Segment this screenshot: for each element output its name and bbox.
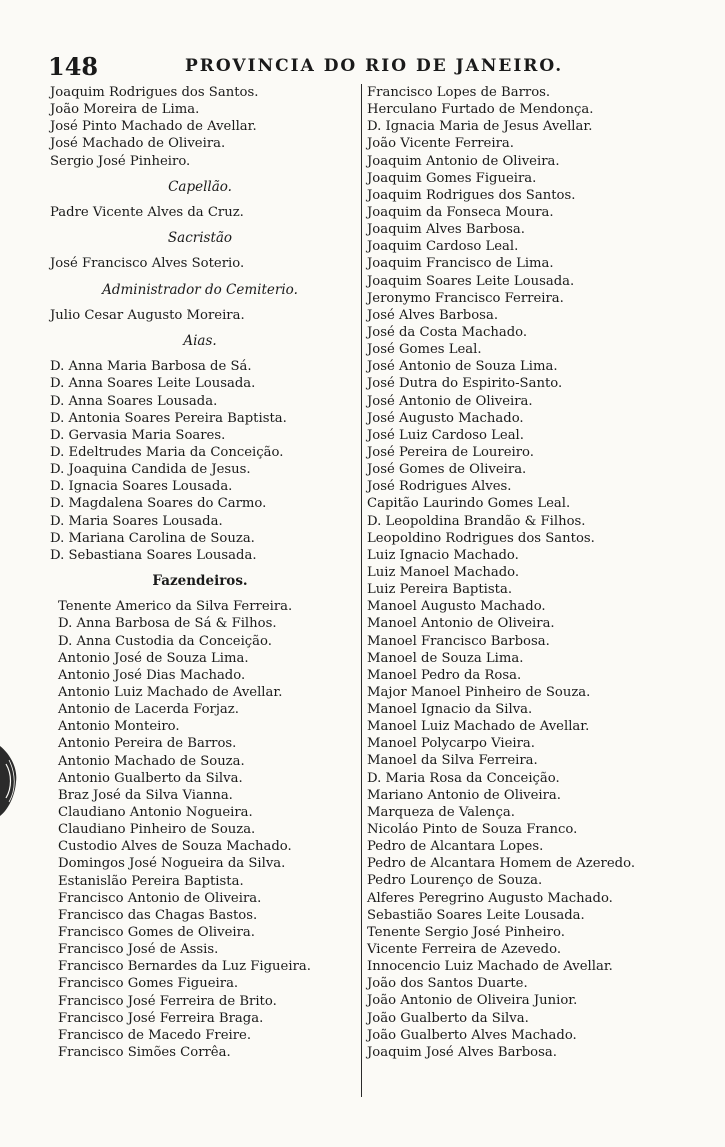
list-item: Antonio Monteiro. — [58, 719, 180, 735]
list-item: Julio Cesar Augusto Moreira. — [50, 307, 245, 323]
list-item: Joaquim Alves Barbosa. — [367, 222, 525, 238]
list-item: José Pinto Machado de Avellar. — [50, 119, 257, 135]
list-item: D. Joaquina Candida de Jesus. — [50, 462, 251, 478]
list-item: Sebastião Soares Leite Lousada. — [367, 907, 585, 923]
list-item: Pedro de Alcantara Homem de Azeredo. — [367, 856, 636, 872]
column-divider — [361, 84, 362, 1097]
list-item: Pedro de Alcantara Lopes. — [367, 839, 544, 855]
list-item: D. Gervasia Maria Soares. — [50, 427, 226, 443]
list-item: Claudiano Antonio Nogueira. — [58, 804, 253, 820]
list-item: Manoel Luiz Machado de Avellar. — [367, 719, 590, 735]
list-item: José Augusto Machado. — [367, 410, 524, 426]
list-item: Custodio Alves de Souza Machado. — [58, 839, 292, 855]
list-item: D. Anna Barbosa de Sá & Filhos. — [58, 616, 277, 632]
page-header — [0, 52, 725, 80]
list-item: Manoel de Souza Lima. — [367, 650, 524, 666]
list-item: José Antonio de Souza Lima. — [367, 359, 558, 375]
list-item: João Vicente Ferreira. — [367, 136, 514, 152]
list-item: Capitão Laurindo Gomes Leal. — [367, 496, 571, 512]
list-item: José Machado de Oliveira. — [50, 136, 226, 152]
list-item: Francisco José de Assis. — [58, 942, 219, 958]
list-item: José Gomes de Oliveira. — [367, 462, 527, 478]
list-item: Manoel da Silva Ferreira. — [367, 753, 538, 769]
list-item: Luiz Pereira Baptista. — [367, 582, 513, 598]
list-item: Francisco Bernardes da Luz Figueira. — [58, 959, 311, 975]
section-heading: Capellão. — [168, 178, 232, 195]
list-item: Joaquim Cardoso Leal. — [367, 239, 519, 255]
list-item: D. Mariana Carolina de Souza. — [50, 530, 255, 546]
list-item: D. Maria Soares Lousada. — [50, 513, 223, 529]
list-item: Estanislão Pereira Baptista. — [58, 873, 244, 889]
list-item: Manoel Francisco Barbosa. — [367, 633, 550, 649]
list-item: Mariano Antonio de Oliveira. — [367, 787, 561, 803]
list-item: D. Antonia Soares Pereira Baptista. — [50, 410, 287, 426]
list-item: Francisco Simões Corrêa. — [58, 1044, 231, 1060]
list-item: José Gomes Leal. — [367, 342, 482, 358]
list-item: D. Magdalena Soares do Carmo. — [50, 496, 267, 512]
list-item: D. Sebastiana Soares Lousada. — [50, 547, 257, 563]
section-heading: Administrador do Cemiterio. — [102, 281, 298, 298]
list-item: Antonio José de Souza Lima. — [58, 650, 249, 666]
list-item: Tenente Sergio José Pinheiro. — [367, 924, 565, 940]
list-item: Manoel Polycarpo Vieira. — [367, 736, 535, 752]
list-item: Antonio Luiz Machado de Avellar. — [58, 685, 283, 700]
list-item: Francisco Gomes de Oliveira. — [58, 924, 255, 940]
list-item: Francisco José Ferreira Braga. — [58, 1010, 264, 1026]
list-item: Luiz Ignacio Machado. — [367, 547, 519, 563]
list-item: Francisco José Ferreira de Brito. — [58, 993, 277, 1009]
list-item: Innocencio Luiz Machado de Avellar. — [367, 959, 613, 975]
running-title: PROVINCIA DO RIO DE JANEIRO. — [185, 56, 564, 76]
list-item: Francisco Gomes Figueira. — [58, 976, 239, 992]
list-item: João dos Santos Duarte. — [367, 976, 528, 992]
list-item: Manoel Ignacio da Silva. — [367, 702, 533, 718]
list-item: João Antonio de Oliveira Junior. — [367, 993, 578, 1009]
list-item: Joaquim Francisco de Lima. — [367, 256, 554, 272]
section-heading: Fazendeiros. — [152, 573, 248, 589]
list-item: João Moreira de Lima. — [50, 102, 200, 118]
list-item: Antonio Machado de Souza. — [58, 753, 245, 769]
list-item: Francisco de Macedo Freire. — [58, 1027, 252, 1043]
list-item: D. Anna Soares Leite Lousada. — [50, 376, 256, 392]
list-item: José Francisco Alves Soterio. — [50, 256, 245, 272]
list-item: Joaquim José Alves Barbosa. — [367, 1044, 557, 1060]
list-item: Sergio José Pinheiro. — [50, 153, 191, 169]
list-item: D. Anna Soares Lousada. — [50, 393, 218, 409]
list-item: D. Anna Maria Barbosa de Sá. — [50, 359, 252, 375]
list-item: Joaquim Soares Leite Lousada. — [367, 273, 575, 289]
list-item: Francisco Lopes de Barros. — [367, 85, 551, 100]
list-item: José Luiz Cardoso Leal. — [367, 427, 524, 443]
right-column — [367, 84, 687, 1061]
list-item: Vicente Ferreira de Azevedo. — [367, 942, 562, 958]
list-item: Leopoldino Rodrigues dos Santos. — [367, 530, 595, 546]
list-item: Padre Vicente Alves da Cruz. — [50, 205, 244, 220]
list-item: Joaquim Rodrigues dos Santos. — [50, 85, 259, 100]
list-item: Luiz Manoel Machado. — [367, 564, 520, 580]
list-item: Manoel Pedro da Rosa. — [367, 667, 522, 683]
list-item: Domingos José Nogueira da Silva. — [58, 856, 286, 872]
list-item: Major Manoel Pinheiro de Souza. — [367, 684, 591, 700]
ink-blot — [0, 740, 22, 818]
list-item: Joaquim Antonio de Oliveira. — [367, 153, 560, 169]
list-item: João Gualberto da Silva. — [367, 1010, 529, 1026]
list-item: Joaquim Rodrigues dos Santos. — [367, 187, 576, 203]
list-item: D. Anna Custodia da Conceição. — [58, 633, 272, 649]
list-item: Pedro Lourenço de Souza. — [367, 873, 543, 889]
list-item: Manoel Antonio de Oliveira. — [367, 616, 555, 632]
list-item: Marqueza de Valença. — [367, 804, 515, 820]
list-item: Manoel Augusto Machado. — [367, 599, 546, 615]
list-item: Alferes Peregrino Augusto Machado. — [367, 890, 613, 906]
list-item: Nicoláo Pinto de Souza Franco. — [367, 822, 578, 838]
list-item: Tenente Americo da Silva Ferreira. — [58, 599, 293, 615]
list-item: João Gualberto Alves Machado. — [367, 1027, 577, 1043]
list-item: Antonio de Lacerda Forjaz. — [58, 702, 239, 718]
list-item: Francisco Antonio de Oliveira. — [58, 890, 262, 906]
list-item: José Alves Barbosa. — [367, 307, 499, 323]
list-item: D. Maria Rosa da Conceição. — [367, 770, 560, 786]
list-item: Herculano Furtado de Mendonça. — [367, 102, 594, 118]
left-column — [50, 84, 350, 1061]
list-item: Antonio Gualberto da Silva. — [58, 770, 243, 786]
list-item: José Antonio de Oliveira. — [367, 393, 533, 409]
list-item: Joaquim da Fonseca Moura. — [367, 204, 554, 220]
section-heading: Sacristão — [167, 230, 233, 247]
list-item: D. Ignacia Soares Lousada. — [50, 479, 233, 495]
list-item: D. Leopoldina Brandão & Filhos. — [367, 513, 586, 529]
list-item: Claudiano Pinheiro de Souza. — [58, 822, 256, 838]
list-item: Francisco das Chagas Bastos. — [58, 907, 258, 923]
page-number: 148 — [48, 52, 99, 81]
list-item: Joaquim Gomes Figueira. — [367, 170, 537, 186]
section-heading: Aias. — [183, 333, 217, 350]
list-item: Antonio Pereira de Barros. — [58, 736, 237, 752]
list-item: José da Costa Machado. — [367, 324, 528, 340]
list-item: Antonio José Dias Machado. — [58, 667, 246, 683]
list-item: Braz José da Silva Vianna. — [58, 787, 233, 803]
list-item: José Pereira de Loureiro. — [367, 444, 534, 460]
list-item: José Rodrigues Alves. — [367, 479, 512, 495]
list-item: José Dutra do Espirito-Santo. — [367, 376, 563, 392]
list-item: D. Ignacia Maria de Jesus Avellar. — [367, 119, 593, 135]
list-item: D. Edeltrudes Maria da Conceição. — [50, 445, 284, 461]
list-item: Jeronymo Francisco Ferreira. — [367, 290, 564, 306]
